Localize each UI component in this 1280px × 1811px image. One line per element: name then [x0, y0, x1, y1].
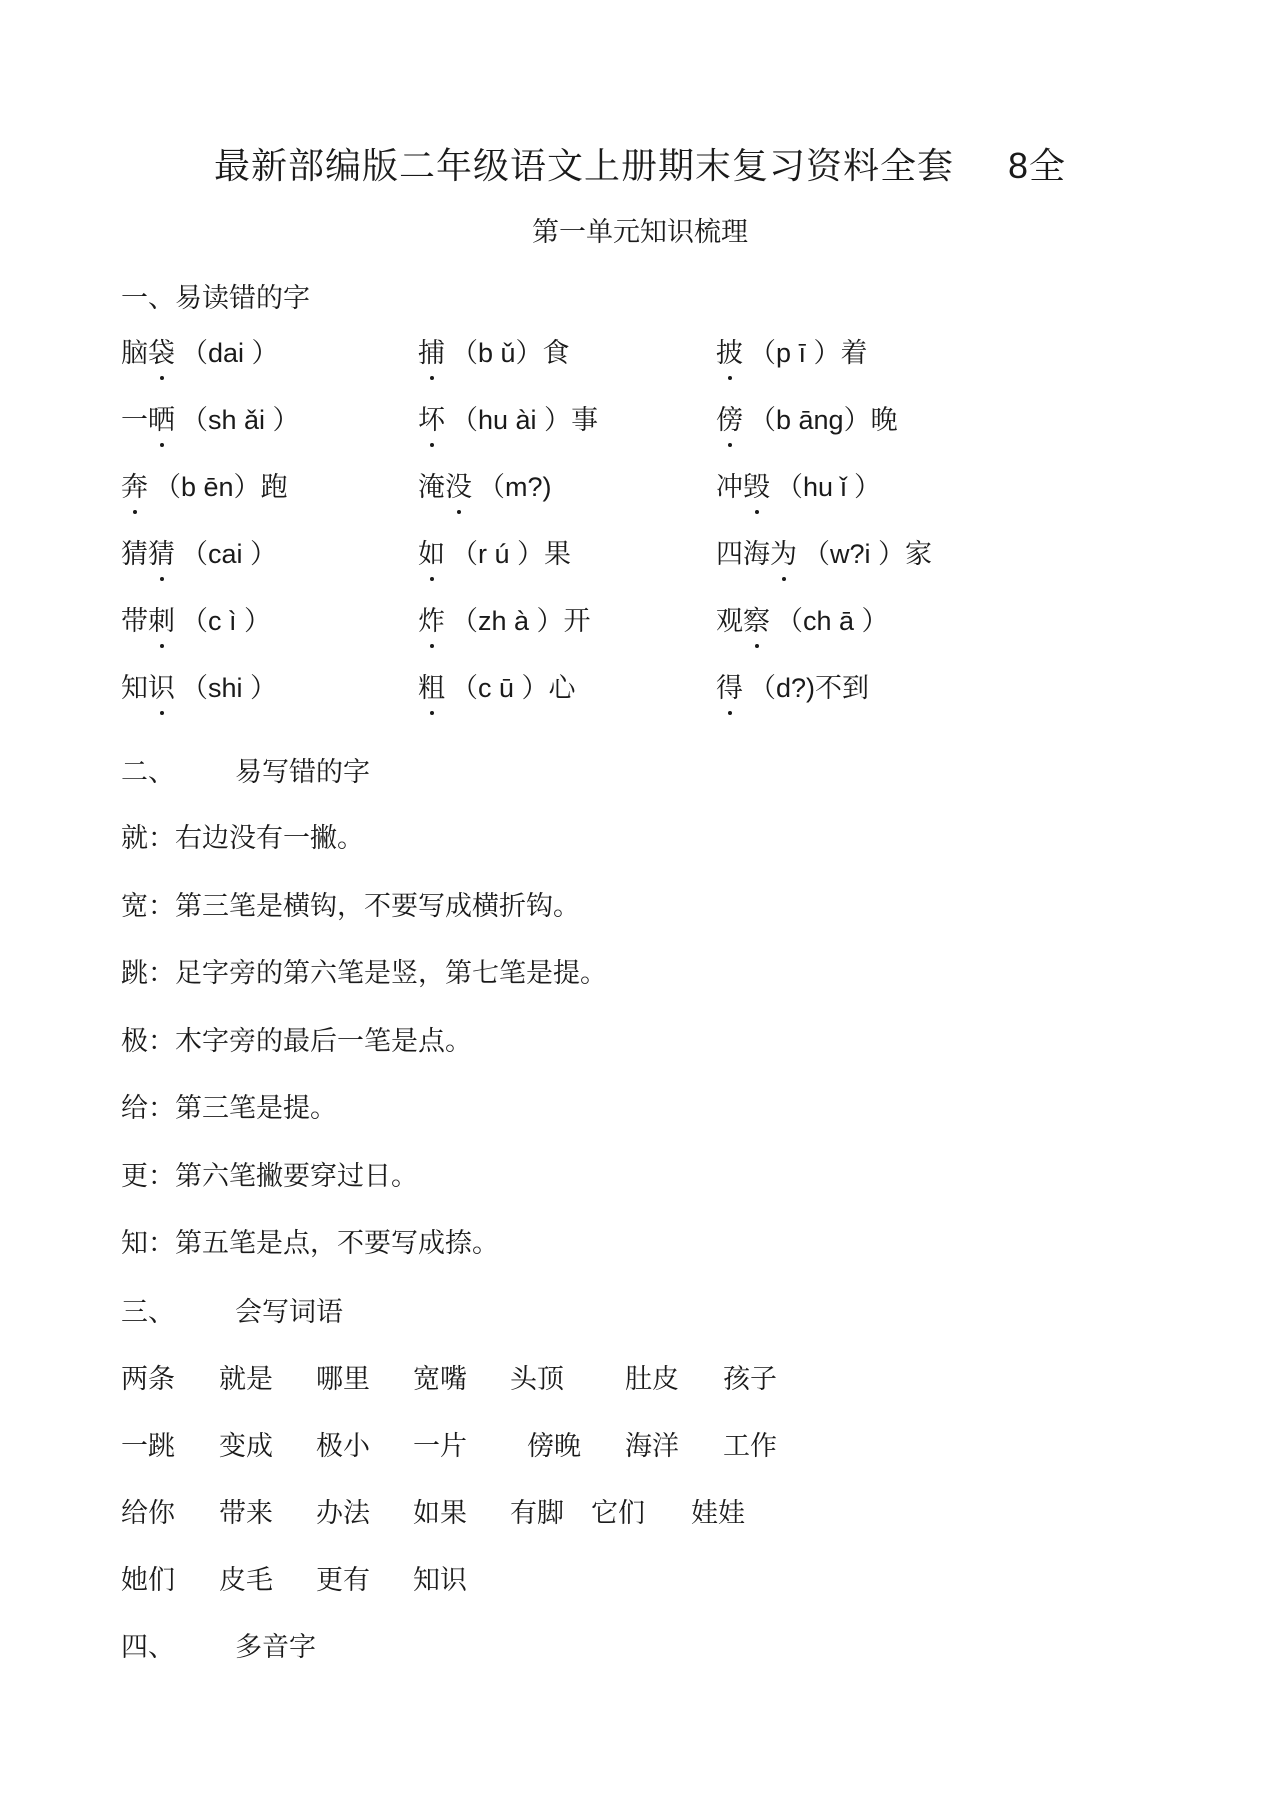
pinyin: （m?)	[478, 472, 552, 502]
word-part: 晚	[870, 405, 898, 436]
misread-word	[716, 532, 932, 571]
vocab-word: 如果	[413, 1498, 467, 1529]
vocab-word: 头顶	[510, 1364, 564, 1395]
pinyin: （b ēn）	[154, 472, 261, 502]
dotted-char: 坏	[418, 398, 445, 437]
writing-rule: 知：第五笔是点，不要写成捺。	[121, 1228, 499, 1259]
writing-rule: 给：第三笔是提。	[121, 1093, 337, 1124]
misread-word	[418, 331, 570, 370]
writing-rule: 更：第六笔撇要穿过日。	[121, 1160, 418, 1192]
vocab-word: 两条	[121, 1364, 175, 1395]
section-number: 四、	[121, 1632, 175, 1663]
dotted-char: 没	[445, 465, 472, 504]
vocab-word: 工作	[723, 1431, 777, 1462]
misread-word	[418, 599, 591, 638]
word-part: 淹	[418, 472, 445, 503]
misread-word	[716, 398, 898, 437]
vocab-word: 变成	[219, 1431, 273, 1462]
pinyin: （p ī ）	[749, 338, 841, 368]
writing-rule: 就：右边没有一撇。	[121, 823, 364, 854]
misread-word	[121, 465, 288, 504]
section-title: 会写词语	[235, 1297, 343, 1328]
dotted-char: 如	[418, 532, 445, 571]
dotted-char: 察	[743, 599, 770, 638]
word-part: 果	[544, 539, 572, 570]
section-heading-easy-miswrite	[121, 750, 370, 789]
vocab-word: 带来	[219, 1498, 273, 1529]
writing-rule: 宽：第三笔是横钩，不要写成横折钩。	[121, 890, 580, 922]
dotted-char: 捕	[418, 331, 445, 370]
section-heading-vocabulary	[121, 1290, 343, 1329]
unit-subtitle: 第一单元知识梳理	[532, 217, 748, 248]
title-number: 8	[1007, 145, 1030, 186]
section-title: 易写错的字	[235, 757, 370, 788]
misread-word	[121, 599, 271, 638]
misread-word	[121, 532, 277, 571]
title-suffix: 全	[1029, 146, 1067, 187]
misread-word	[121, 331, 279, 370]
misread-word	[716, 465, 881, 504]
document-title	[0, 138, 1280, 189]
vocab-word: 它们	[591, 1498, 645, 1529]
section-heading-easy-misread: 一、易读错的字	[121, 283, 310, 314]
dotted-char: 袋	[148, 331, 175, 370]
pinyin: （zh à ）	[451, 606, 564, 636]
dotted-char: 粗	[418, 666, 445, 705]
word-part: 不到	[815, 673, 870, 704]
vocab-word: 更有	[316, 1565, 370, 1596]
word-part: 猜	[121, 539, 148, 570]
vocab-word: 她们	[121, 1565, 175, 1596]
word-part: 着	[840, 338, 868, 369]
vocab-word: 知识	[413, 1565, 467, 1596]
word-part: 事	[571, 405, 599, 436]
pinyin: （dai ）	[181, 338, 279, 368]
word-part: 食	[542, 338, 570, 369]
title-text: 最新部编版二年级语文上册期末复习资料全套	[213, 146, 954, 187]
vocab-word: 海洋	[625, 1431, 679, 1462]
vocab-word: 娃娃	[691, 1498, 745, 1529]
pinyin: （hu ài ）	[451, 405, 572, 435]
vocab-word: 一跳	[121, 1431, 175, 1462]
pinyin: （d?)	[749, 673, 816, 703]
misread-word	[121, 398, 300, 437]
vocab-word: 办法	[316, 1498, 370, 1529]
dotted-char: 刺	[148, 599, 175, 638]
word-part: 一	[121, 405, 148, 436]
word-part: 心	[548, 673, 576, 704]
section-title: 多音字	[235, 1632, 316, 1663]
pinyin: （b ǔ）	[451, 338, 543, 368]
word-part: 知	[121, 673, 148, 704]
dotted-char: 炸	[418, 599, 445, 638]
section-heading-polyphonic	[121, 1625, 316, 1664]
pinyin: （shi ）	[181, 673, 278, 703]
misread-word	[716, 331, 868, 370]
pinyin: （hu ǐ ）	[776, 472, 882, 502]
vocab-word: 一片	[413, 1431, 467, 1462]
misread-word	[418, 666, 576, 705]
dotted-char: 晒	[148, 398, 175, 437]
misread-word	[418, 398, 598, 437]
vocab-word: 皮毛	[219, 1565, 273, 1596]
pinyin: （ch ā ）	[776, 606, 889, 636]
dotted-char: 毁	[743, 465, 770, 504]
word-part: 四海	[716, 539, 770, 570]
word-part: 开	[563, 606, 591, 637]
vocab-word: 宽嘴	[413, 1364, 467, 1395]
vocab-word: 肚皮	[625, 1364, 679, 1395]
misread-word	[716, 666, 869, 705]
dotted-char: 为	[770, 532, 797, 571]
misread-word	[418, 465, 552, 504]
vocab-word: 给你	[121, 1498, 175, 1529]
misread-word	[121, 666, 277, 705]
vocab-word: 孩子	[723, 1364, 777, 1395]
section-number: 三、	[121, 1297, 175, 1328]
pinyin: （cai ）	[181, 539, 278, 569]
dotted-char: 披	[716, 331, 743, 370]
vocab-word: 傍晚	[527, 1431, 581, 1462]
dotted-char: 得	[716, 666, 743, 705]
word-part: 带	[121, 606, 148, 637]
word-part: 观	[716, 606, 743, 637]
misread-word	[716, 599, 889, 638]
dotted-char: 识	[148, 666, 175, 705]
pinyin: （r ú ）	[451, 539, 545, 569]
misread-word	[418, 532, 571, 571]
word-part: 跑	[260, 472, 288, 503]
dotted-char: 奔	[121, 465, 148, 504]
writing-rule: 跳：足字旁的第六笔是竖，第七笔是提。	[121, 958, 607, 989]
vocab-word: 极小	[316, 1431, 370, 1462]
section-number: 二、	[121, 757, 175, 788]
word-part: 家	[905, 539, 933, 570]
dotted-char: 猜	[148, 532, 175, 571]
pinyin: （b āng）	[749, 405, 871, 435]
pinyin: （w?i ）	[803, 539, 906, 569]
word-part: 脑	[121, 338, 148, 369]
vocab-word: 有脚	[510, 1498, 564, 1529]
pinyin: （c ū ）	[451, 673, 549, 703]
dotted-char: 傍	[716, 398, 743, 437]
pinyin: （sh ǎi ）	[181, 405, 300, 435]
writing-rule: 极：木字旁的最后一笔是点。	[121, 1025, 472, 1057]
vocab-word: 哪里	[316, 1364, 370, 1395]
pinyin: （c ì ）	[181, 606, 272, 636]
vocab-word: 就是	[219, 1364, 273, 1395]
word-part: 冲	[716, 472, 743, 503]
